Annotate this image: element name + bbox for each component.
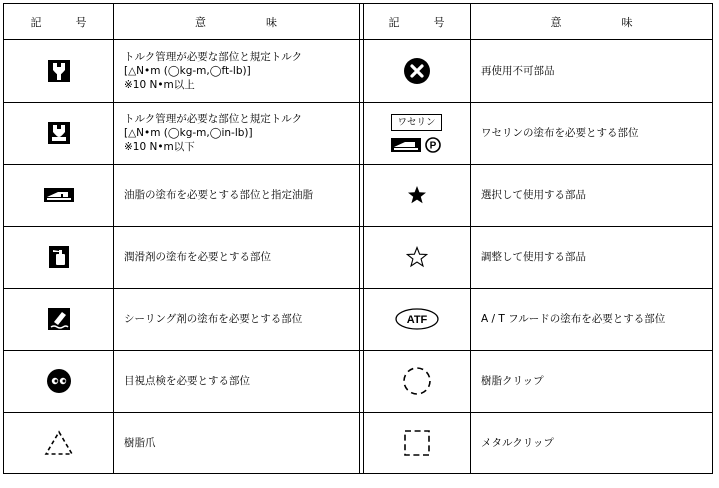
symbol-cell <box>363 39 470 102</box>
metal-clip-icon <box>403 429 431 457</box>
header-char: 号 <box>75 15 87 29</box>
torque-wrench-icon <box>48 60 70 82</box>
atf-label: ATF <box>406 314 427 326</box>
meaning-text: 潤滑剤の塗布を必要とする部位 <box>124 251 271 263</box>
header-char: 記 <box>30 15 42 29</box>
meaning-cell <box>470 350 713 412</box>
eyes-inspect-icon <box>47 369 71 393</box>
outline-star-icon <box>406 246 428 268</box>
symbol-cell <box>4 412 113 473</box>
meaning-cell <box>113 288 359 350</box>
meaning-cell <box>470 39 713 102</box>
header-char: 味 <box>621 15 633 29</box>
circle-p-icon <box>425 137 441 153</box>
oil-can-icon <box>391 138 421 152</box>
sealant-icon <box>48 308 70 330</box>
resin-claw-icon <box>44 430 74 456</box>
meaning-text: 再使用不可部品 <box>481 64 555 77</box>
meaning-text: 選択して使用する部品 <box>481 189 586 201</box>
meaning-cell <box>113 102 359 164</box>
symbol-cell <box>4 226 113 288</box>
meaning-cell <box>470 164 713 226</box>
meaning-text: 目視点検を必要とする部位 <box>124 375 250 387</box>
vaseline-marks <box>391 137 441 153</box>
symbol-cell <box>363 102 470 164</box>
meaning-text: トルク管理が必要な部位と規定トルク <box>124 113 303 125</box>
symbol-legend-table <box>3 3 713 474</box>
vaseline-label: ワセリン <box>391 114 441 131</box>
meaning-cell <box>113 412 359 473</box>
symbol-cell <box>4 288 113 350</box>
meaning-text: 油脂の塗布を必要とする部位と指定油脂 <box>124 189 313 201</box>
header-imi-right <box>470 4 713 39</box>
header-kigo-left <box>4 4 113 39</box>
meaning-cell <box>113 350 359 412</box>
header-char: 意 <box>550 15 562 29</box>
meaning-text: トルク管理が必要な部位と規定トルク <box>124 50 303 63</box>
meaning-text: ワセリンの塗布を必要とする部位 <box>481 127 639 139</box>
header-char: 記 <box>388 15 400 29</box>
symbol-cell <box>4 102 113 164</box>
meaning-text: ※10 N•m以下 <box>124 141 195 153</box>
resin-clip-icon <box>402 366 432 396</box>
meaning-cell <box>470 226 713 288</box>
meaning-text: 樹脂クリップ <box>481 375 544 387</box>
atf-icon <box>395 308 439 330</box>
oil-can-icon <box>44 188 74 202</box>
filled-star-icon <box>407 185 427 205</box>
header-char: 意 <box>195 15 206 29</box>
circle-p-letter: P <box>430 140 437 151</box>
vaseline-icon <box>391 114 441 153</box>
meaning-cell <box>113 39 359 102</box>
meaning-cell <box>470 288 713 350</box>
symbol-cell <box>363 226 470 288</box>
meaning-text: A / T フルードの塗布を必要とする部位 <box>481 313 666 325</box>
no-reuse-icon <box>404 58 430 84</box>
meaning-text: シーリング剤の塗布を必要とする部位 <box>124 313 303 325</box>
torque-wrench-small-icon <box>48 122 70 144</box>
symbol-cell <box>363 350 470 412</box>
meaning-text: メタルクリップ <box>481 436 554 449</box>
header-imi-left <box>113 4 359 39</box>
meaning-cell <box>113 164 359 226</box>
symbol-cell <box>4 39 113 102</box>
header-char: 号 <box>433 15 445 29</box>
meaning-text: [△N•m (◯kg-m,◯in-lb)] <box>124 127 253 139</box>
header-kigo-right <box>363 4 470 39</box>
symbol-cell <box>363 164 470 226</box>
meaning-text: [△N•m (◯kg-m,◯ft-lb)] <box>124 64 251 77</box>
symbol-cell <box>363 412 470 473</box>
symbol-cell <box>363 288 470 350</box>
meaning-cell <box>470 102 713 164</box>
meaning-text: 樹脂爪 <box>124 436 156 449</box>
col-divider <box>359 4 360 473</box>
symbol-cell <box>4 350 113 412</box>
lubricant-bottle-icon <box>49 246 69 268</box>
header-char: 味 <box>266 15 277 29</box>
symbol-cell <box>4 164 113 226</box>
meaning-cell <box>470 412 713 473</box>
meaning-text: 調整して使用する部品 <box>481 251 586 263</box>
meaning-cell <box>113 226 359 288</box>
meaning-text: ※10 N•m以上 <box>124 78 195 91</box>
